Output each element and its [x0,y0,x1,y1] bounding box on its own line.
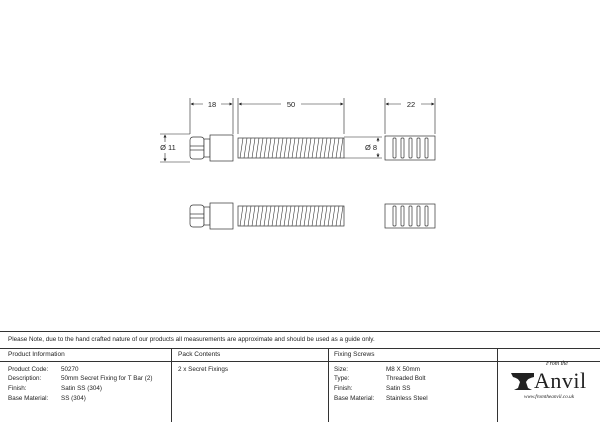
logo-brand-text: Anvil [534,368,587,393]
row-label: Product Code: [8,366,49,373]
bolt-collar [210,135,233,161]
logo-from-text: From the [546,361,568,367]
fixing-screws-row [334,394,428,403]
column-divider [171,348,172,422]
row-label: Base Material: [8,395,49,402]
thread-diameter-label: Ø 8 [364,143,378,152]
sleeve-spring-coil [393,138,396,158]
row-label: Base Material: [334,395,375,402]
fixing-screws-row [334,384,411,393]
from-the-anvil-logo [506,360,590,410]
disclaimer-note: Please Note, due to the hand crafted nature of our products all measurements are approximate and should be used as a guide only. [8,336,375,343]
sleeve-spring-coil [401,138,404,158]
product-info-row [8,394,86,403]
row-value: Satin SS [386,385,411,392]
row-label: Description: [8,375,42,382]
row-value: SS (304) [61,395,86,402]
bolt-neck [204,207,210,225]
bolt-head [190,205,204,227]
bolt-collar [210,203,233,229]
logo-url-text: www.fromtheanvil.co.uk [524,394,574,400]
row-value: Stainless Steel [386,395,428,402]
row-label: Type: [334,375,350,382]
sleeve-spring-coil [425,138,428,158]
sleeve-spring-coil [417,138,420,158]
pack-contents-item: 2 x Secret Fixings [178,366,229,373]
product-info-row [8,374,152,383]
row-label: Finish: [334,385,353,392]
product-info-row [8,365,79,374]
sleeve-length-label: 22 [406,100,416,109]
fixing-screws-heading: Fixing Screws [334,351,375,358]
fixing-screws-row [334,365,420,374]
bolt-head [190,137,204,159]
sleeve-spring-coil [409,138,412,158]
fixing-screws-row [334,374,426,383]
bolt-neck [204,139,210,157]
sleeve-spring-coil [425,206,428,226]
sleeve-spring-coil [401,206,404,226]
column-divider [497,348,498,422]
header-top-border [0,348,600,349]
threaded-shaft [238,138,344,158]
row-value: Satin SS (304) [61,385,102,392]
row-value: 50mm Secret Fixing for T Bar (2) [61,375,153,382]
row-label: Finish: [8,385,27,392]
sleeve-spring-coil [393,206,396,226]
head-diameter-label: Ø 11 [160,143,176,152]
row-value: Threaded Bolt [386,375,426,382]
table-top-border [0,331,600,332]
threaded-shaft [238,206,344,226]
anvil-icon [510,370,536,392]
row-value: 50270 [61,366,79,373]
row-label: Size: [334,366,348,373]
bolt-length-label: 50 [286,100,296,109]
pack-contents-heading: Pack Contents [178,351,221,358]
sleeve-spring-coil [417,206,420,226]
product-info-heading: Product Information [8,351,65,358]
column-divider [328,348,329,422]
row-value: M8 X 50mm [386,366,420,373]
head-length-label: 18 [207,100,217,109]
product-info-row [8,384,102,393]
sleeve-spring-coil [409,206,412,226]
